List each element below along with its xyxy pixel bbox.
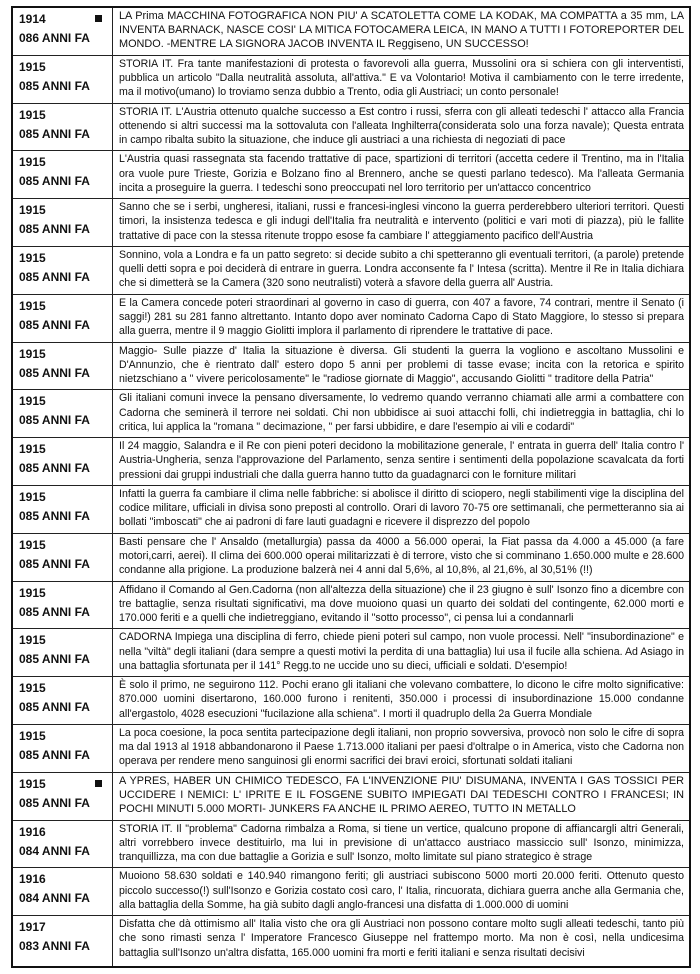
year-text: 1916 [19,872,46,887]
entry-text: CADORNA Impiega una disciplina di ferro, chiede pieni poteri sul campo, non vuole processi. Nell' "insubordinazione" e nella "viltà" degli italiani (dara sempre a questi motivi la perdita di una battaglia) lui usa il fucile alla schiena. Ad Asiago in una battaglia sfortunata per il 141° Regg.to ne uccide uno su dieci, ufficiali e soldati. D'esempio! [119,631,684,672]
years-ago-label: 086 ANNI FA [19,31,90,45]
date-cell [13,773,113,820]
date-cell [13,868,113,915]
entry-text: E la Camera concede poteri straordinari al governo in caso di guerra, con 407 a favore, 74 contrari, mentre il Senato (i saggi!) 281 su 281 fanno altrettanto. Intanto dopo aver nominato Cadorna Capo di Stato Maggiore, lo stesso si prepara alla guerra, mentre il 9 maggio Giolitti implora il parlamento di riprendere le trattative di pace. [119,296,684,338]
date-cell [13,534,113,581]
year-text: 1915 [19,107,46,122]
years-ago-label: 085 ANNI FA [19,556,90,571]
entry-text: LA Prima MACCHINA FOTOGRAFICA NON PIU' A SCATOLETTA COME LA KODAK, MA COMPATTA a 35 mm, LA INVENTA BARNACK, NASCE COSI' LA MITICA FOTOCAMERA LEICA, IN MANO A TUTTI I FOTOREPORTER DEL MONDO. -MENTRE LA SIGNORA JACOB INVENTA IL Reggiseno, UN SUCCESSO! [119,10,684,51]
year-text: 1915 [19,728,46,743]
year-label [19,632,108,649]
table-row [13,104,689,152]
date-cell [13,199,113,246]
table-row [13,582,689,630]
entry-text: Sonnino, vola a Londra e fa un patto segreto: si decide subito a chi spetteranno gli eventuali territori, (a parole) pretende quelli detti sopra e poi deciderà di entrare in guerra. Londra acconsente fa l' Intesa (scritta). Mentre il Re in Italia dichiara che si dimetterà se la Camera (320 sono neutralisti) voterà a sfavore della guerra all' Austria. [119,248,684,290]
entry-text: STORIA IT. L'Austria ottenuto qualche successo a Est contro i russi, sferra con gli alleati tedeschi l' attacco alla Francia ottenendo si altri successi ma la sottovaluta con l'alleata Inghilterra(considerata solo una forza navale); Questa entrata in campo ribalta subito la situazione, che induce gli austriaci a una richiesta di negoziati di pace [119,105,684,146]
year-text: 1915 [19,585,46,600]
year-label [19,585,108,602]
year-text: 1915 [19,250,46,265]
table-row [13,295,689,343]
table-row [13,343,689,391]
year-text: 1915 [19,537,46,552]
year-label [19,919,108,936]
years-ago-label: 085 ANNI FA [19,413,90,428]
years-ago-label: 085 ANNI FA [19,747,90,762]
date-cell [13,295,113,342]
table-row [13,390,689,438]
square-bullet-icon [95,780,102,787]
date-cell [13,247,113,294]
year-label [19,250,108,267]
year-text: 1915 [19,298,46,313]
year-text: 1915 [19,681,46,696]
years-ago-label: 085 ANNI FA [19,365,90,380]
year-label [19,728,108,745]
table-row [13,821,689,869]
year-label [19,107,108,124]
date-cell [13,821,113,868]
years-ago-label: 085 ANNI FA [19,78,90,93]
year-label [19,154,108,171]
year-text: 1914 [19,12,46,26]
year-text: 1917 [19,920,46,935]
table-row [13,773,689,821]
table-row [13,8,689,56]
table-row [13,486,689,534]
date-cell [13,582,113,629]
year-label [19,680,108,697]
date-cell [13,151,113,198]
entry-text: Gli italiani comuni invece la pensano diversamente, lo vedremo quando verranno chiamati alle armi a combattere con Cadorna che seminerà il terrore nei soldati. Chi non ubbidisce ai suoi attacchi folli, chi indietreggia in battaglia, chi lo critica, lui applica la "romana " decimazione, " per farsi ubbidire, e dare l'esempio ai vili e codardi" [119,392,684,433]
years-ago-label: 085 ANNI FA [19,700,90,715]
entry-text: STORIA IT. Il "problema" Cadorna rimbalza a Roma, si tiene un vertice, qualcuno propone di affiancargli altri Generali, altri vorrebbero invece destituirlo, ma lui in previsione di un'attacco austriaco massiccio sull' Isonzo, minimizza, tranquillizza, ma con due battaglie a Gorizia e sull' Isonzo, molto limitate sul piano strategico è strage [119,822,684,863]
years-ago-label: 085 ANNI FA [19,508,90,523]
entry-text: Disfatta che dà ottimismo all' Italia visto che ora gli Austriaci non possono contare molto sugli alleati tedeschi, tanto più che sono rimasti senza l' Imperatore Francesco Giuseppe nel frattempo morto. Ma non è così, nella undicesima battaglia sull'Isonzo un'altra disfatta, 165.000 uomini fra morti e feriti italiani e senza risultati decisivi [119,918,684,959]
date-cell [13,390,113,437]
date-cell [13,343,113,390]
year-label [19,489,108,506]
table-row [13,725,689,773]
date-cell [13,8,113,55]
year-label [19,202,108,219]
years-ago-label: 084 ANNI FA [19,891,90,906]
year-label [19,824,108,841]
year-text: 1915 [19,442,46,457]
table-row [13,247,689,295]
year-text: 1915 [19,59,46,74]
date-cell [13,56,113,103]
date-cell [13,916,113,966]
entry-text: Maggio- Sulle piazze d' Italia la situazione è diversa. Gli studenti la guerra la vogliono e ascoltano Mussolini e D'Annunzio, che è rientrato dall' estero dopo 5 anni per problemi di tasse evase; incita con la retorica e spirito nietzschiano a " vivere pericolosamente" le "radiose giornate di Maggio", accusando Giolitti " traditore della Patria" [119,344,684,385]
date-cell [13,629,113,676]
year-label [19,776,108,793]
year-label [19,393,108,410]
year-label [19,346,108,363]
year-text: 1915 [19,776,46,791]
chronology-table [11,6,691,968]
year-label [19,298,108,315]
entry-text: È solo il primo, ne seguirono 112. Pochi erano gli italiani che volevano combattere, lo dicono le cifre molto significative: 870.000 uomini disertarono, 160.000 furono i renitenti, 350.000 i processi di insubordinazione 15.000 condanne all'ergastolo, 4028 esecuzioni "fucilazione alla schiena". I morti il quadruplo della 2a Guerra Mondiale [119,679,684,720]
year-text: 1915 [19,155,46,170]
entry-text: La poca coesione, la poca sentita partecipazione degli italiani, non proprio sovversiva, provocò non solo le cifre di sopra ma dal 1913 al 1918 abbandonarono il Paese 1.713.000 italiani per paesi d'oltralpe o in America, visto che Cadorna non operava per rendere meno sanguinosi gli enormi sacrifici dei bravi eroici, sfortunati soldati italiani [119,726,684,768]
table-row [13,56,689,104]
year-label [19,441,108,458]
year-label [19,11,108,28]
date-cell [13,486,113,533]
table-row [13,916,689,966]
table-row [13,438,689,486]
entry-text: Muoiono 58.630 soldati e 140.940 rimangono feriti; gli austriaci subiscono 5000 morti 20.000 feriti. Ottenuto questo piccolo successo(!) sull'Isonzo e Gorizia costato così caro, l' Italia, rincuorata, dichiara guerra anche alla Germania che, alla battaglia della Somme, ha già subito dagli anglo-francesi una disfatta di 1.000.000 di uomini [119,870,684,911]
table-row [13,868,689,916]
table-row [13,534,689,582]
year-label [19,871,108,888]
years-ago-label: 085 ANNI FA [19,795,90,810]
years-ago-label: 085 ANNI FA [19,461,90,476]
date-cell [13,725,113,772]
years-ago-label: 083 ANNI FA [19,939,90,954]
date-cell [13,104,113,151]
table-row [13,151,689,199]
table-row [13,677,689,725]
table-row [13,199,689,247]
year-text: 1915 [19,346,46,361]
years-ago-label: 085 ANNI FA [19,317,90,332]
year-label [19,537,108,554]
date-cell [13,677,113,724]
years-ago-label: 085 ANNI FA [19,269,90,284]
entry-text: Affidano il Comando al Gen.Cadorna (non all'altezza della situazione) che il 23 giugno è sull' Isonzo fino a dicembre con tre battaglie, senza risultati significativi, ma dove muoiono quasi un quarto dei soldati del contingente, 62.000 morti e 170.000 feriti e a quelli che indietreggiano, evitando il "sotto processo", ci pensa lui a condannarli [119,583,684,624]
year-text: 1915 [19,394,46,409]
year-text: 1915 [19,489,46,504]
entry-text: Infatti la guerra fa cambiare il clima nelle fabbriche: si abolisce il diritto di sciopero, negli stabilimenti vige la disciplina del codice militare, ufficiali in divisa sono preposti al controllo. Orari di lavoro 70-75 ore settimanali, che permetteranno sia ai bollati "imboscati" che ai padroni di fare lauti guadagni e ricevere il disprezzo del popolo [119,487,684,529]
years-ago-label: 084 ANNI FA [19,843,90,858]
years-ago-label: 085 ANNI FA [19,652,90,667]
entry-text: Sanno che se i serbi, ungheresi, italiani, russi e francesi-inglesi vincono la guerra perderebbero ulteriori territori. Questi timori, la insistenza tedesca e gli indugi dell'Italia fra neutralità e intervento (politici e vari moti di piazza), più le fallite trattative di pace con la stessa ritenute troppo esose fa cambiare l' atteggiamento pacifico dell'Austria [119,201,684,242]
years-ago-label: 085 ANNI FA [19,604,90,619]
year-label [19,59,108,76]
years-ago-label: 085 ANNI FA [19,222,90,237]
table-row [13,629,689,677]
years-ago-label: 085 ANNI FA [19,174,90,189]
entry-text: A YPRES, HABER UN CHIMICO TEDESCO, FA L'INVENZIONE PIU' DISUMANA, INVENTA I GAS TOSSICI PER UCCIDERE I NEMICI: L' IPRITE E IL FOSGENE SUBITO IMPIEGATI DAI TEDESCHI CONTRO I FRANCESI; IN POCHI MINUTI 5.000 MORTI- JUNKERS FA ANCHE IL PRIMO AEREO, TUTTO IN METALLO [119,774,684,816]
entry-text: Basti pensare che l' Ansaldo (metallurgia) passa da 4000 a 56.000 operai, la Fiat passa da 4.000 a 45.000 (a fare motori,carri, aerei). Il clima dei 600.000 operai militarizzati è di terrore, visto che si comminano 1.650.000 multe e 28.600 condanne alla prigione. La produzione balzerà nei 4 anni dal 5,6%, al 10,8%, al 21,6%, al 30,51% (!!) [119,535,684,577]
square-bullet-icon [95,15,102,22]
entry-text: STORIA IT. Fra tante manifestazioni di protesta o favorevoli alla guerra, Mussolini ora si schiera con gli interventisti, pubblica un articolo "Dalla neutralità assoluta, all'attiva." E va Volontario! Motiva il cambiamento con le terre irredente, ma il motivo(umano) lo troviamo senza dubbio a Trento, odia gli Austriaci; un conto personale! [119,57,684,99]
year-text: 1915 [19,203,46,218]
year-text: 1915 [19,633,46,648]
year-text: 1916 [19,824,46,839]
entry-text: L'Austria quasi rassegnata sta facendo trattative di pace, spartizioni di territori (accetta cedere il Trentino, ma in l'Italia ora vuole pure Trieste, Gorizia e Bolzano fino al Brennero, anche se questi parlano tedesco). Ma l'alleata Germania incita a proseguire la guerra. I tedeschi sono preoccupati nel loro territorio per un'attacco concentrico [119,153,684,194]
years-ago-label: 085 ANNI FA [19,126,90,141]
entry-text: Il 24 maggio, Salandra e il Re con pieni poteri decidono la mobilitazione generale, l' entrata in guerra dell' Italia contro l' Austria-Ungheria, senza l'approvazione del Parlamento, senza sentire i sentimenti della popolazione scavalcata da forti pressioni dai gruppi industriali che dalla guerra hanno tutto da guadagnarci con le forniture militari [119,440,684,481]
date-cell [13,438,113,485]
